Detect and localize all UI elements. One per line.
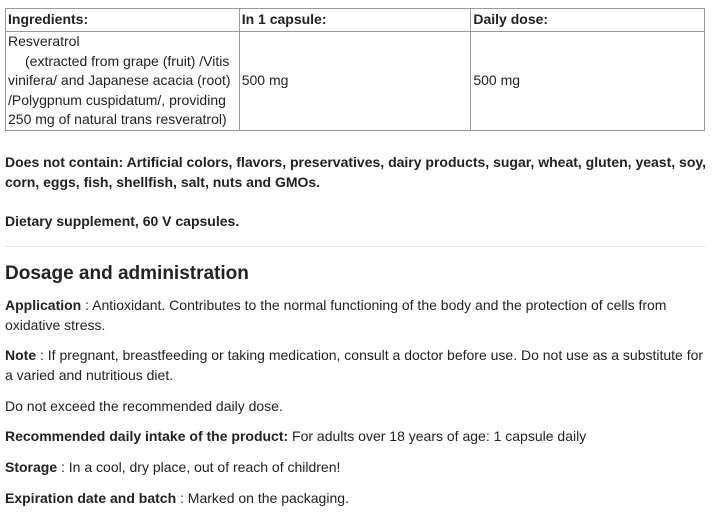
ingredient-name-line: /Polygpnum cuspidatum/, providing xyxy=(8,91,226,108)
expiration-text: : Marked on the packaging. xyxy=(180,490,349,506)
header-ingredients: Ingredients: xyxy=(6,9,240,32)
header-in-1-capsule: In 1 capsule: xyxy=(239,9,471,32)
ingredient-name-line: vinifera/ and Japanese acacia (root) xyxy=(8,72,231,88)
expiration-label: Expiration date and batch xyxy=(5,490,177,506)
ingredient-name-line: Resveratrol xyxy=(8,33,80,49)
storage-text: : In a cool, dry place, out of reach of children! xyxy=(61,459,341,475)
ingredient-name-line: 250 mg of natural trans resveratrol) xyxy=(8,111,227,127)
application-text: : Antioxidant. Contributes to the normal functioning of the body and the protection of cells from oxidative stress. xyxy=(5,297,667,333)
section-divider xyxy=(5,246,705,247)
intake-text: For adults over 18 years of age: 1 capsule daily xyxy=(292,428,587,444)
supplement-note: Dietary supplement, 60 V capsules. xyxy=(5,213,240,229)
note-paragraph xyxy=(5,345,709,385)
storage-label: Storage xyxy=(5,459,58,475)
header-daily-dose: Daily dose: xyxy=(471,9,705,32)
dosage-heading: Dosage and administration xyxy=(5,263,249,284)
ingredients-table xyxy=(5,8,705,131)
expiration-paragraph xyxy=(5,488,709,508)
does-not-contain-paragraph xyxy=(5,152,709,192)
intake-label: Recommended daily intake of the product: xyxy=(5,428,289,444)
per-capsule-value: 500 mg xyxy=(239,32,471,131)
storage-paragraph xyxy=(5,457,709,477)
dose-warning: Do not exceed the recommended daily dose. xyxy=(5,398,283,414)
daily-dose-value: 500 mg xyxy=(471,32,705,131)
ingredient-name xyxy=(6,32,240,131)
ingredient-name-line: (extracted from grape (fruit) /Vitis xyxy=(25,52,230,69)
table-header-row xyxy=(6,9,705,32)
does-not-contain-text: Artificial colors, flavors, preservatives, dairy products, sugar, wheat, gluten, yeast, soy, corn, eggs, fish, shellfish, salt, nuts and GMOs. xyxy=(5,154,707,190)
application-label: Application xyxy=(5,297,82,313)
intake-paragraph xyxy=(5,426,709,446)
note-text: : If pregnant, breastfeeding or taking medication, consult a doctor before use. Do not use as a substitute for a varied and nutritious diet. xyxy=(5,347,704,383)
table-row xyxy=(6,32,705,131)
does-not-contain-label: Does not contain: xyxy=(5,154,124,170)
application-paragraph xyxy=(5,295,709,335)
note-label: Note xyxy=(5,347,37,363)
